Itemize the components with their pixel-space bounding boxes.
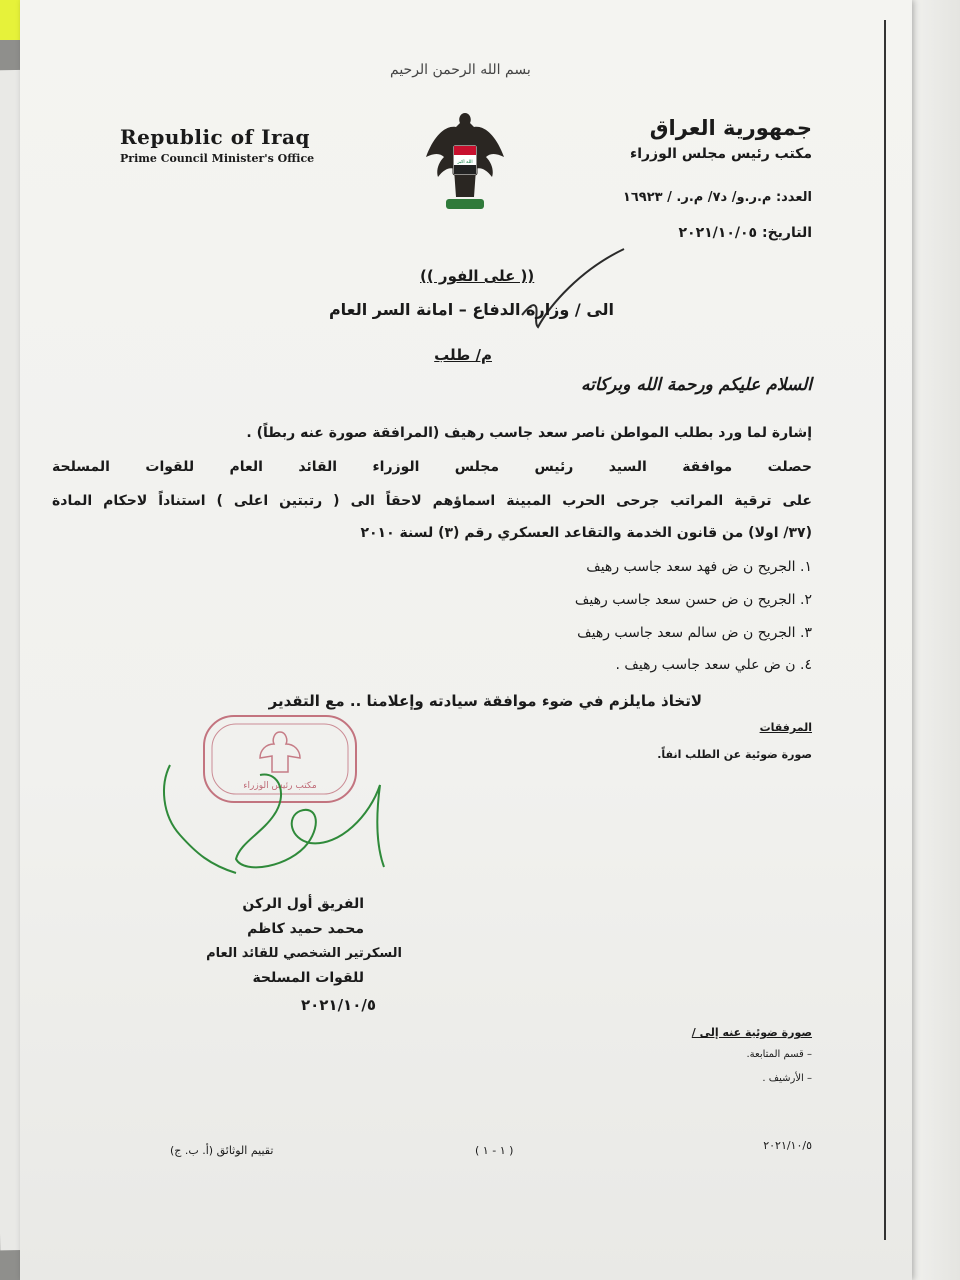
iraq-eagle-emblem-icon — [420, 105, 510, 215]
footer-page-number: ( ١ - ١ ) — [475, 1144, 514, 1157]
attachments-text: صورة ضوئية عن الطلب انفاً. — [657, 748, 812, 761]
subject-line: م/ طلب — [434, 346, 492, 364]
greeting-line: السلام عليكم ورحمة الله وبركاته — [581, 375, 812, 395]
recipient-line: الى / وزارة الدفاع – امانة السر العام — [328, 300, 614, 319]
body-paragraph: إشارة لما ورد بطلب المواطن ناصر سعد جاسب رهيف (المرافقة صورة عنه ربطاً) . — [246, 425, 812, 441]
handwritten-check-mark-icon — [520, 245, 630, 335]
republic-title-en: Republic of Iraq — [120, 125, 310, 149]
signature-date: ٢٠٢١/١٠/٥ — [300, 996, 376, 1014]
basmala-header: بسم الله الرحمن الرحيم — [390, 62, 531, 78]
stamp-text: مكتب رئيس الوزراء — [243, 781, 317, 791]
handwritten-signature-icon — [140, 755, 400, 895]
attachments-heading: المرفقات — [759, 721, 812, 734]
emblem-label: الله اكبر — [457, 160, 473, 165]
signatory-title-2: للقوات المسلحة — [252, 970, 364, 986]
document-date: التاريخ: ٢٠٢١/١٠/٠٥ — [678, 225, 812, 241]
letter-page — [20, 0, 912, 1280]
office-title-en: Prime Council Minister's Office — [120, 152, 315, 165]
urgent-marker: (( على الفور )) — [420, 267, 535, 285]
signatory-name: محمد حميد كاظم — [247, 921, 364, 937]
list-item: ٤. ن ض علي سعد جاسب رهيف . — [615, 657, 812, 673]
list-item: ٣. الجريح ن ض سالم سعد جاسب رهيف — [577, 625, 812, 641]
signatory-rank: الفريق أول الركن — [242, 896, 364, 912]
closing-line: لاتخاذ مايلزم في ضوء موافقة سيادته وإعلامنا .. مع التقدير — [268, 692, 702, 710]
body-paragraph: على ترقية المراتب جرحى الحرب المبينة اسماؤهم لاحقاً الى ( رتبتين اعلى ) استناداً لاحكام المادة — [52, 493, 812, 509]
reference-number: العدد: م.ر.و/ د٧/ م.ر. / ١٦٩٢٣ — [622, 190, 812, 205]
page-border-line — [884, 20, 886, 1240]
copies-heading: صورة ضوئية عنه إلى / — [691, 1026, 812, 1039]
body-paragraph: حصلت موافقة السيد رئيس مجلس الوزراء القائد العام للقوات المسلحة — [52, 459, 812, 475]
copies-item: – قسم المتابعة. — [746, 1049, 812, 1060]
office-title-ar: مكتب رئيس مجلس الوزراء — [630, 146, 812, 162]
footer-classification: تقييم الوثائق (أ. ب. ج) — [170, 1144, 274, 1157]
list-item: ٢. الجريح ن ض حسن سعد جاسب رهيف — [574, 592, 812, 608]
list-item: ١. الجريح ن ض فهد سعد جاسب رهيف — [586, 559, 812, 575]
signatory-title: السكرتير الشخصي للقائد العام — [206, 946, 402, 961]
footer-date: ٢٠٢١/١٠/٥ — [763, 1139, 812, 1152]
republic-title-ar: جمهورية العراق — [649, 116, 812, 140]
copies-item: – الأرشيف . — [762, 1073, 812, 1084]
body-paragraph: (٣٧/ اولا) من قانون الخدمة والتقاعد العسكري رقم (٣) لسنة ٢٠١٠ — [360, 525, 812, 541]
